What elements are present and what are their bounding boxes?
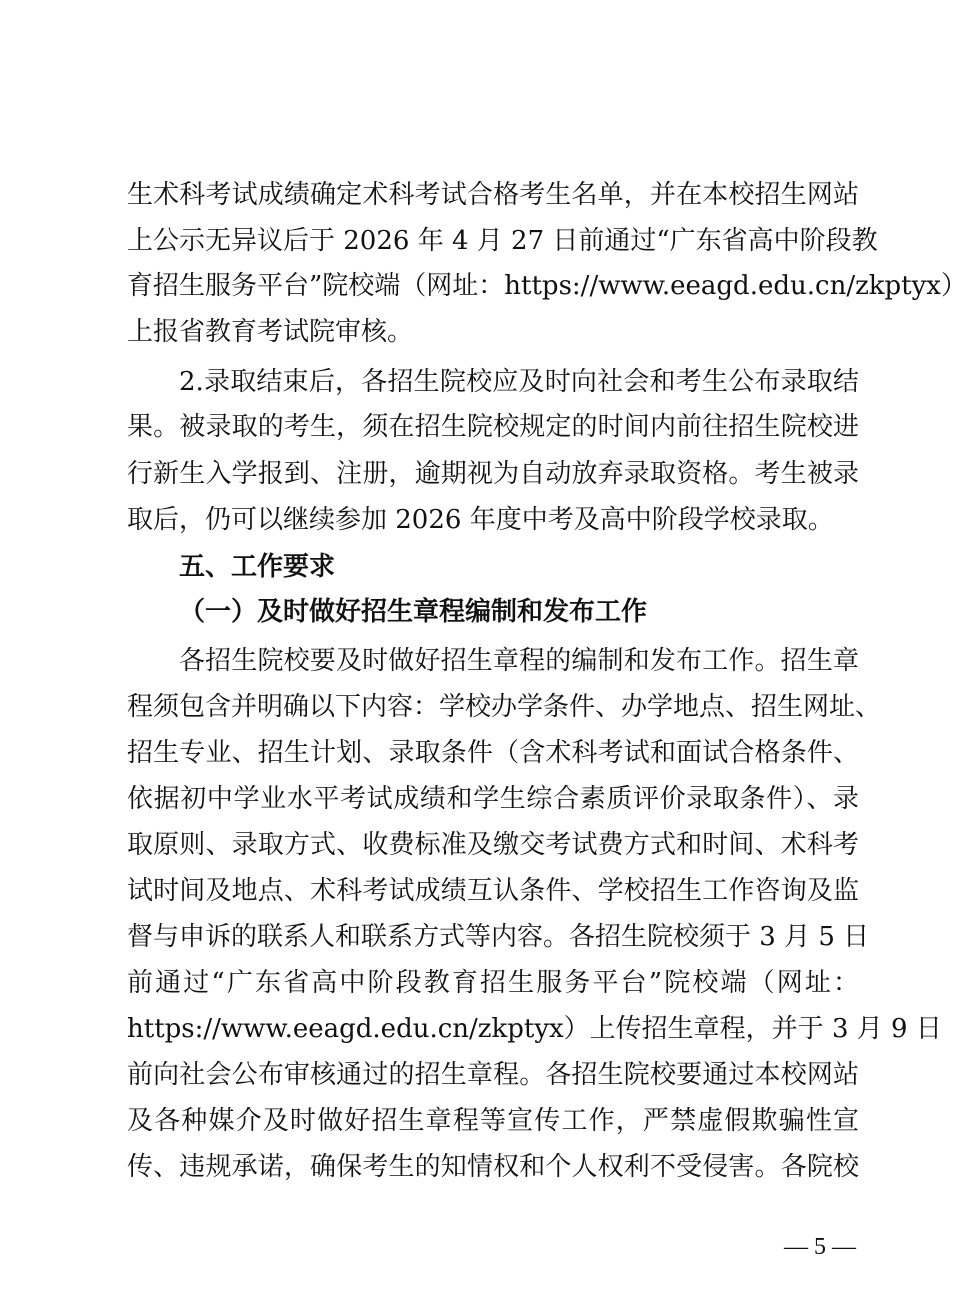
paragraph-line: 取后，仍可以继续参加 2026 年度中考及高中阶段学校录取。 [127,505,834,535]
paragraph-line: 上公示无异议后于 2026 年 4 月 27 日前通过“广东省高中阶段教 [127,226,878,256]
paragraph-line: 试时间及地点、术科考试成绩互认条件、学校招生工作咨询及监 [127,876,859,906]
paragraph-line: 取原则、录取方式、收费标准及缴交考试费方式和时间、术科考 [127,830,859,860]
paragraph-line: 依据初中学业水平考试成绩和学生综合素质评价录取条件）、录 [127,784,859,814]
paragraph-line: 生术科考试成绩确定术科考试合格考生名单，并在本校招生网站 [127,180,859,210]
paragraph-line: 督与申诉的联系人和联系方式等内容。各招生院校须于 3 月 5 日 [127,922,870,952]
page-number: — 5 — [784,1234,856,1260]
paragraph-line: 程须包含并明确以下内容：学校办学条件、办学地点、招生网址、 [127,692,882,722]
paragraph-line: 招生专业、招生计划、录取条件（含术科考试和面试合格条件、 [127,738,859,768]
paragraph-line: 行新生入学报到、注册，逾期视为自动放弃录取资格。考生被录 [127,459,859,489]
paragraph-line: 及各种媒介及时做好招生章程等宣传工作，严禁虚假欺骗性宣 [127,1106,859,1136]
paragraph-line: 2.录取结束后，各招生院校应及时向社会和考生公布录取结 [179,367,859,397]
paragraph-line: 前通过“广东省高中阶段教育招生服务平台”院校端（网址： [127,968,859,998]
paragraph-line: 上报省教育考试院审核。 [127,317,414,347]
paragraph-line: 前向社会公布审核通过的招生章程。各招生院校要通过本校网站 [127,1060,859,1090]
paragraph-line: 各招生院校要及时做好招生章程的编制和发布工作。招生章 [179,646,859,676]
paragraph-line: 育招生服务平台”院校端（网址：https://www.eeagd.edu.cn/zkptyx） [127,271,967,301]
paragraph-line: https://www.eeagd.edu.cn/zkptyx）上传招生章程，并于 3 月 9 日 [127,1014,942,1044]
section-heading: 五、工作要求 [179,552,336,582]
paragraph-line: 果。被录取的考生，须在招生院校规定的时间内前往招生院校进 [127,412,859,442]
subsection-heading: （一）及时做好招生章程编制和发布工作 [179,597,648,627]
paragraph-line: 传、违规承诺，确保考生的知情权和个人权利不受侵害。各院校 [127,1152,859,1182]
